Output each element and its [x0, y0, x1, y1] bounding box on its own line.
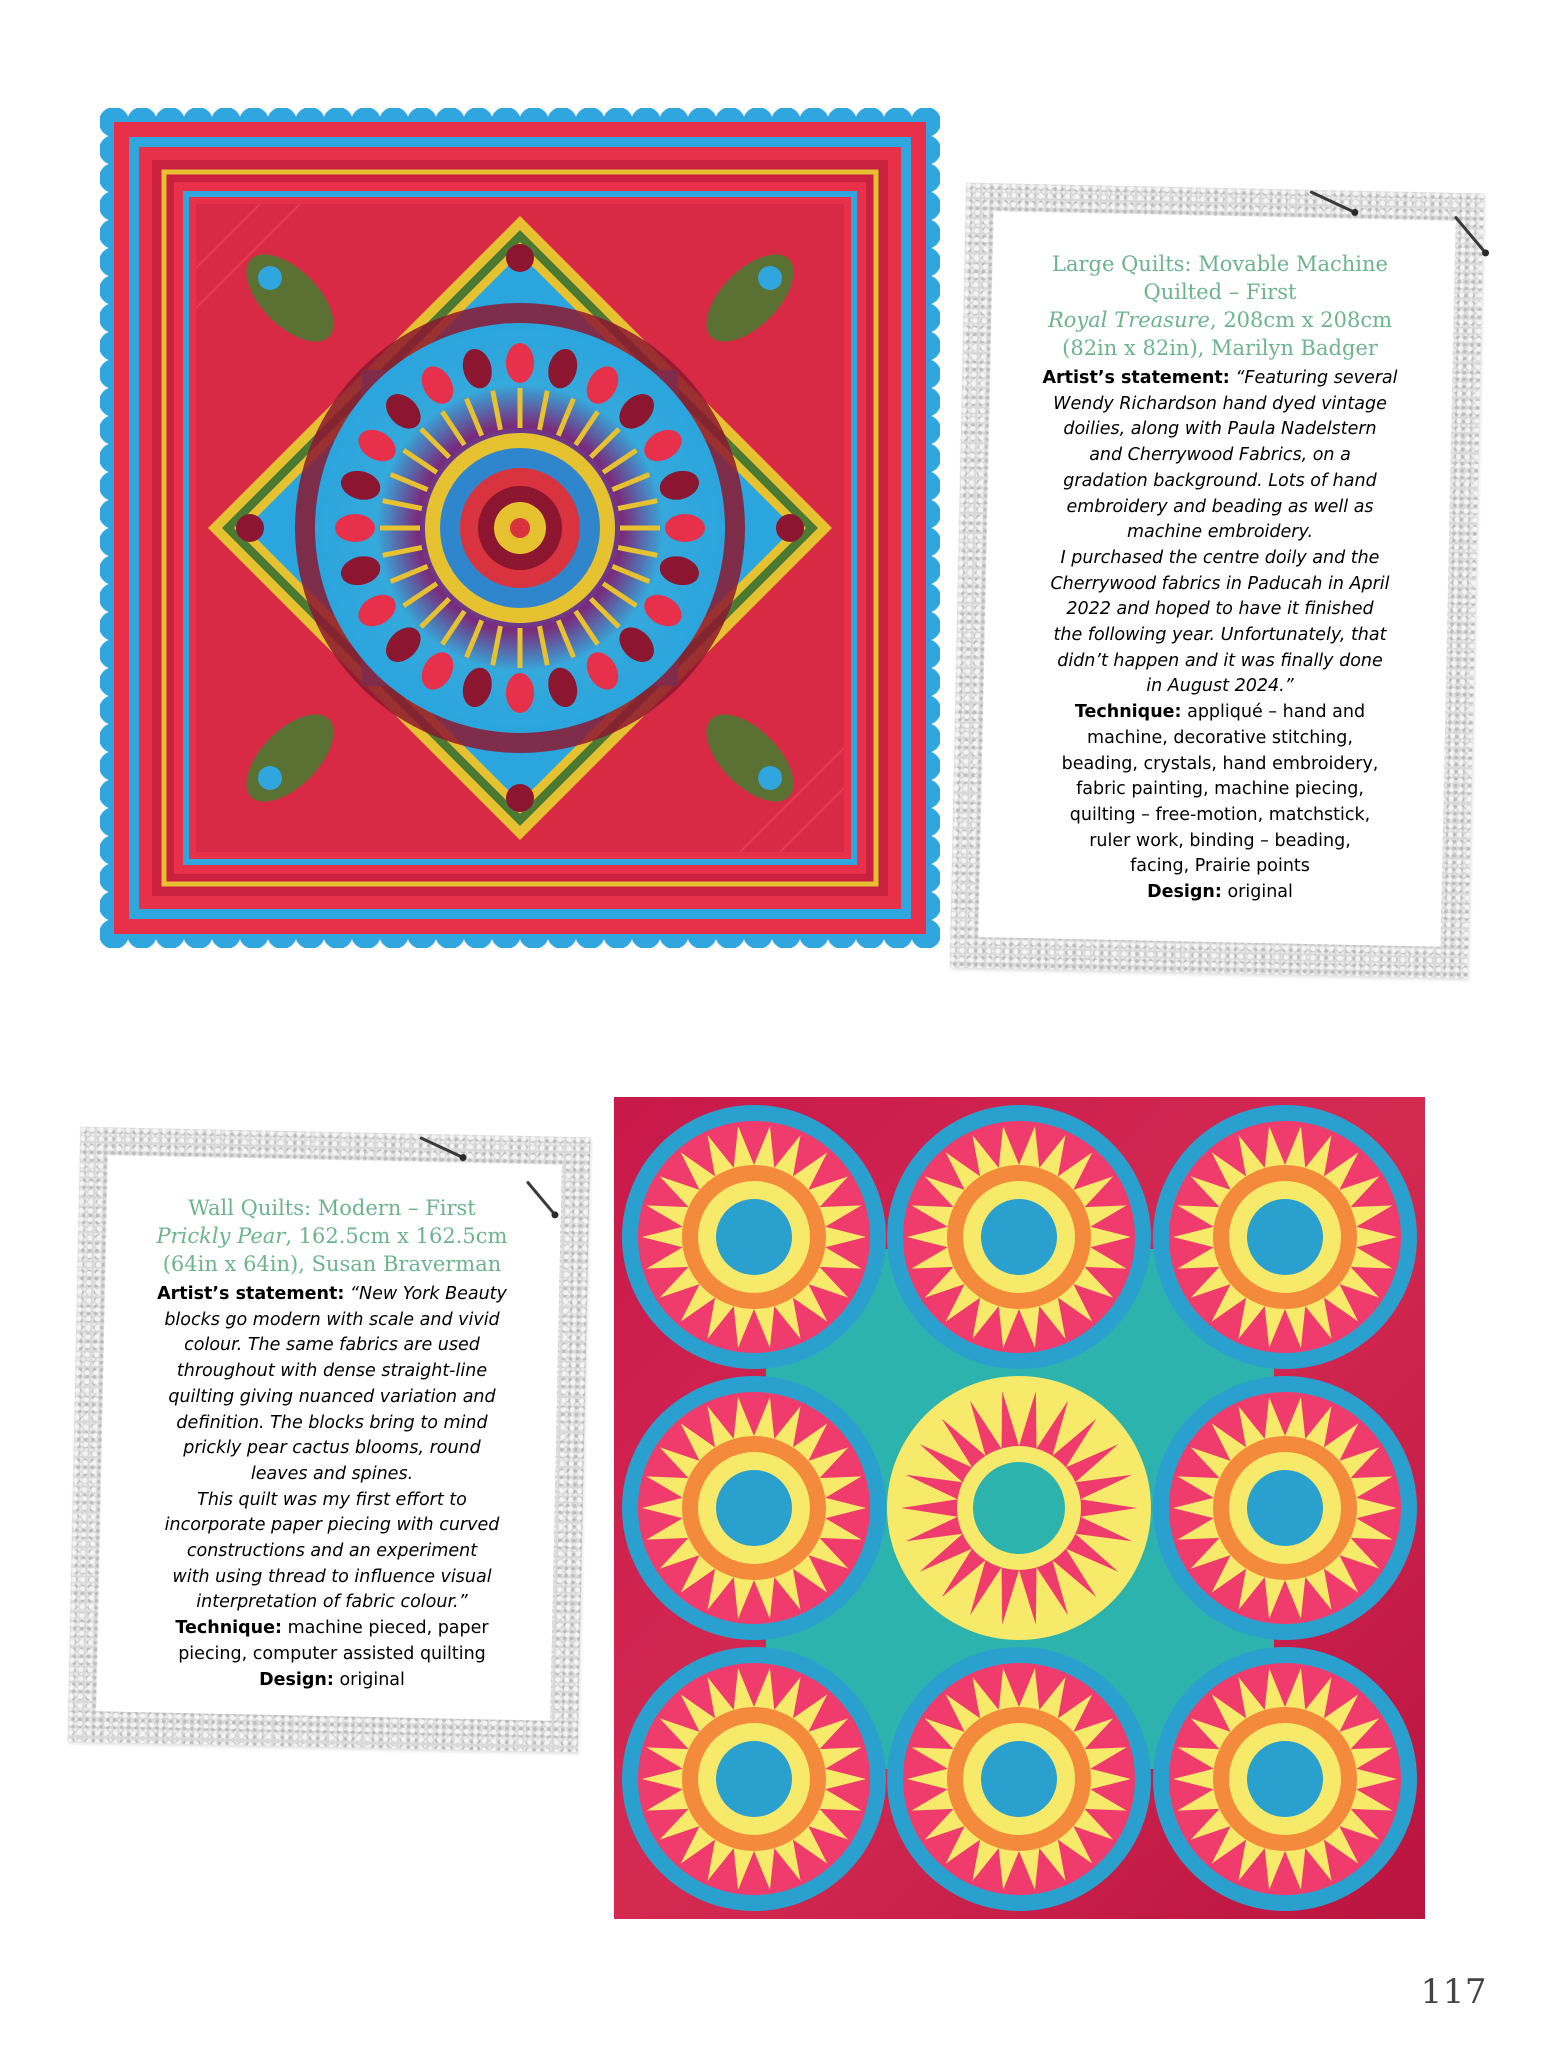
quilt-name: Prickly Pear — [156, 1224, 286, 1248]
caption-royal-treasure — [990, 250, 1450, 906]
award-title: Large Quilts: Movable Machine Quilted – First Royal Treasure, 208cm x 208cm (82in x 82in), Marilyn Badger — [1047, 252, 1393, 360]
caption-prickly-pear — [104, 1194, 560, 1693]
design: Design: original — [259, 1669, 405, 1690]
technique: Technique: appliqué – hand and — [1074, 702, 1366, 723]
page-number: 117 — [1420, 1972, 1487, 2012]
royal-treasure-quilt-photo — [100, 108, 940, 948]
technique: Technique: machine pieced, paper — [175, 1618, 489, 1639]
prickly-pear-quilt-photo — [614, 1097, 1425, 1919]
design: Design: original — [1147, 882, 1293, 903]
prickly-pear-quilt-image — [614, 1097, 1425, 1919]
quilt-name: Royal Treasure — [1047, 308, 1210, 332]
award-title: Wall Quilts: Modern – First Prickly Pear, 162.5cm x 162.5cm (64in x 64in), Susan Braverman — [156, 1196, 508, 1276]
royal-treasure-quilt-image — [100, 108, 940, 948]
artist-statement: Artist’s statement: “New York Beauty blocks go modern with scale and vivid colour. The same fabrics are used throughout with dense straight-line quilting giving nuanced variation and definition. The blocks bring to mind prickly pear cactus blooms, round leaves and spines. This quilt was my first effort to incorporate paper piecing with curved constructions and an experiment with using thread to influence visual interpretation of fabric colour.” Technique: machine pieced, paper piecing, computer assisted quilting Design: original — [157, 1284, 507, 1690]
artist-statement: Artist’s statement: “Featuring several Wendy Richardson hand dyed vintage doilies, along with Paula Nadelstern and Cherrywood Fabrics, on a gradation background. Lots of hand embroidery and beading as well as machine embroidery. I purchased the centre doily and the Cherrywood fabrics in Paducah in April 2022 and hoped to have it finished the following year. Unfortunately, that didn’t happen and it was finally done in August 2024.” Technique: appliqué – hand and machine, decorative stitching, beading, crystals, hand embroidery, fabric painting, machine piecing, quilting – free-motion, matchstick, ruler work, binding – beading, facing, Prairie points Design: original — [1042, 368, 1398, 903]
